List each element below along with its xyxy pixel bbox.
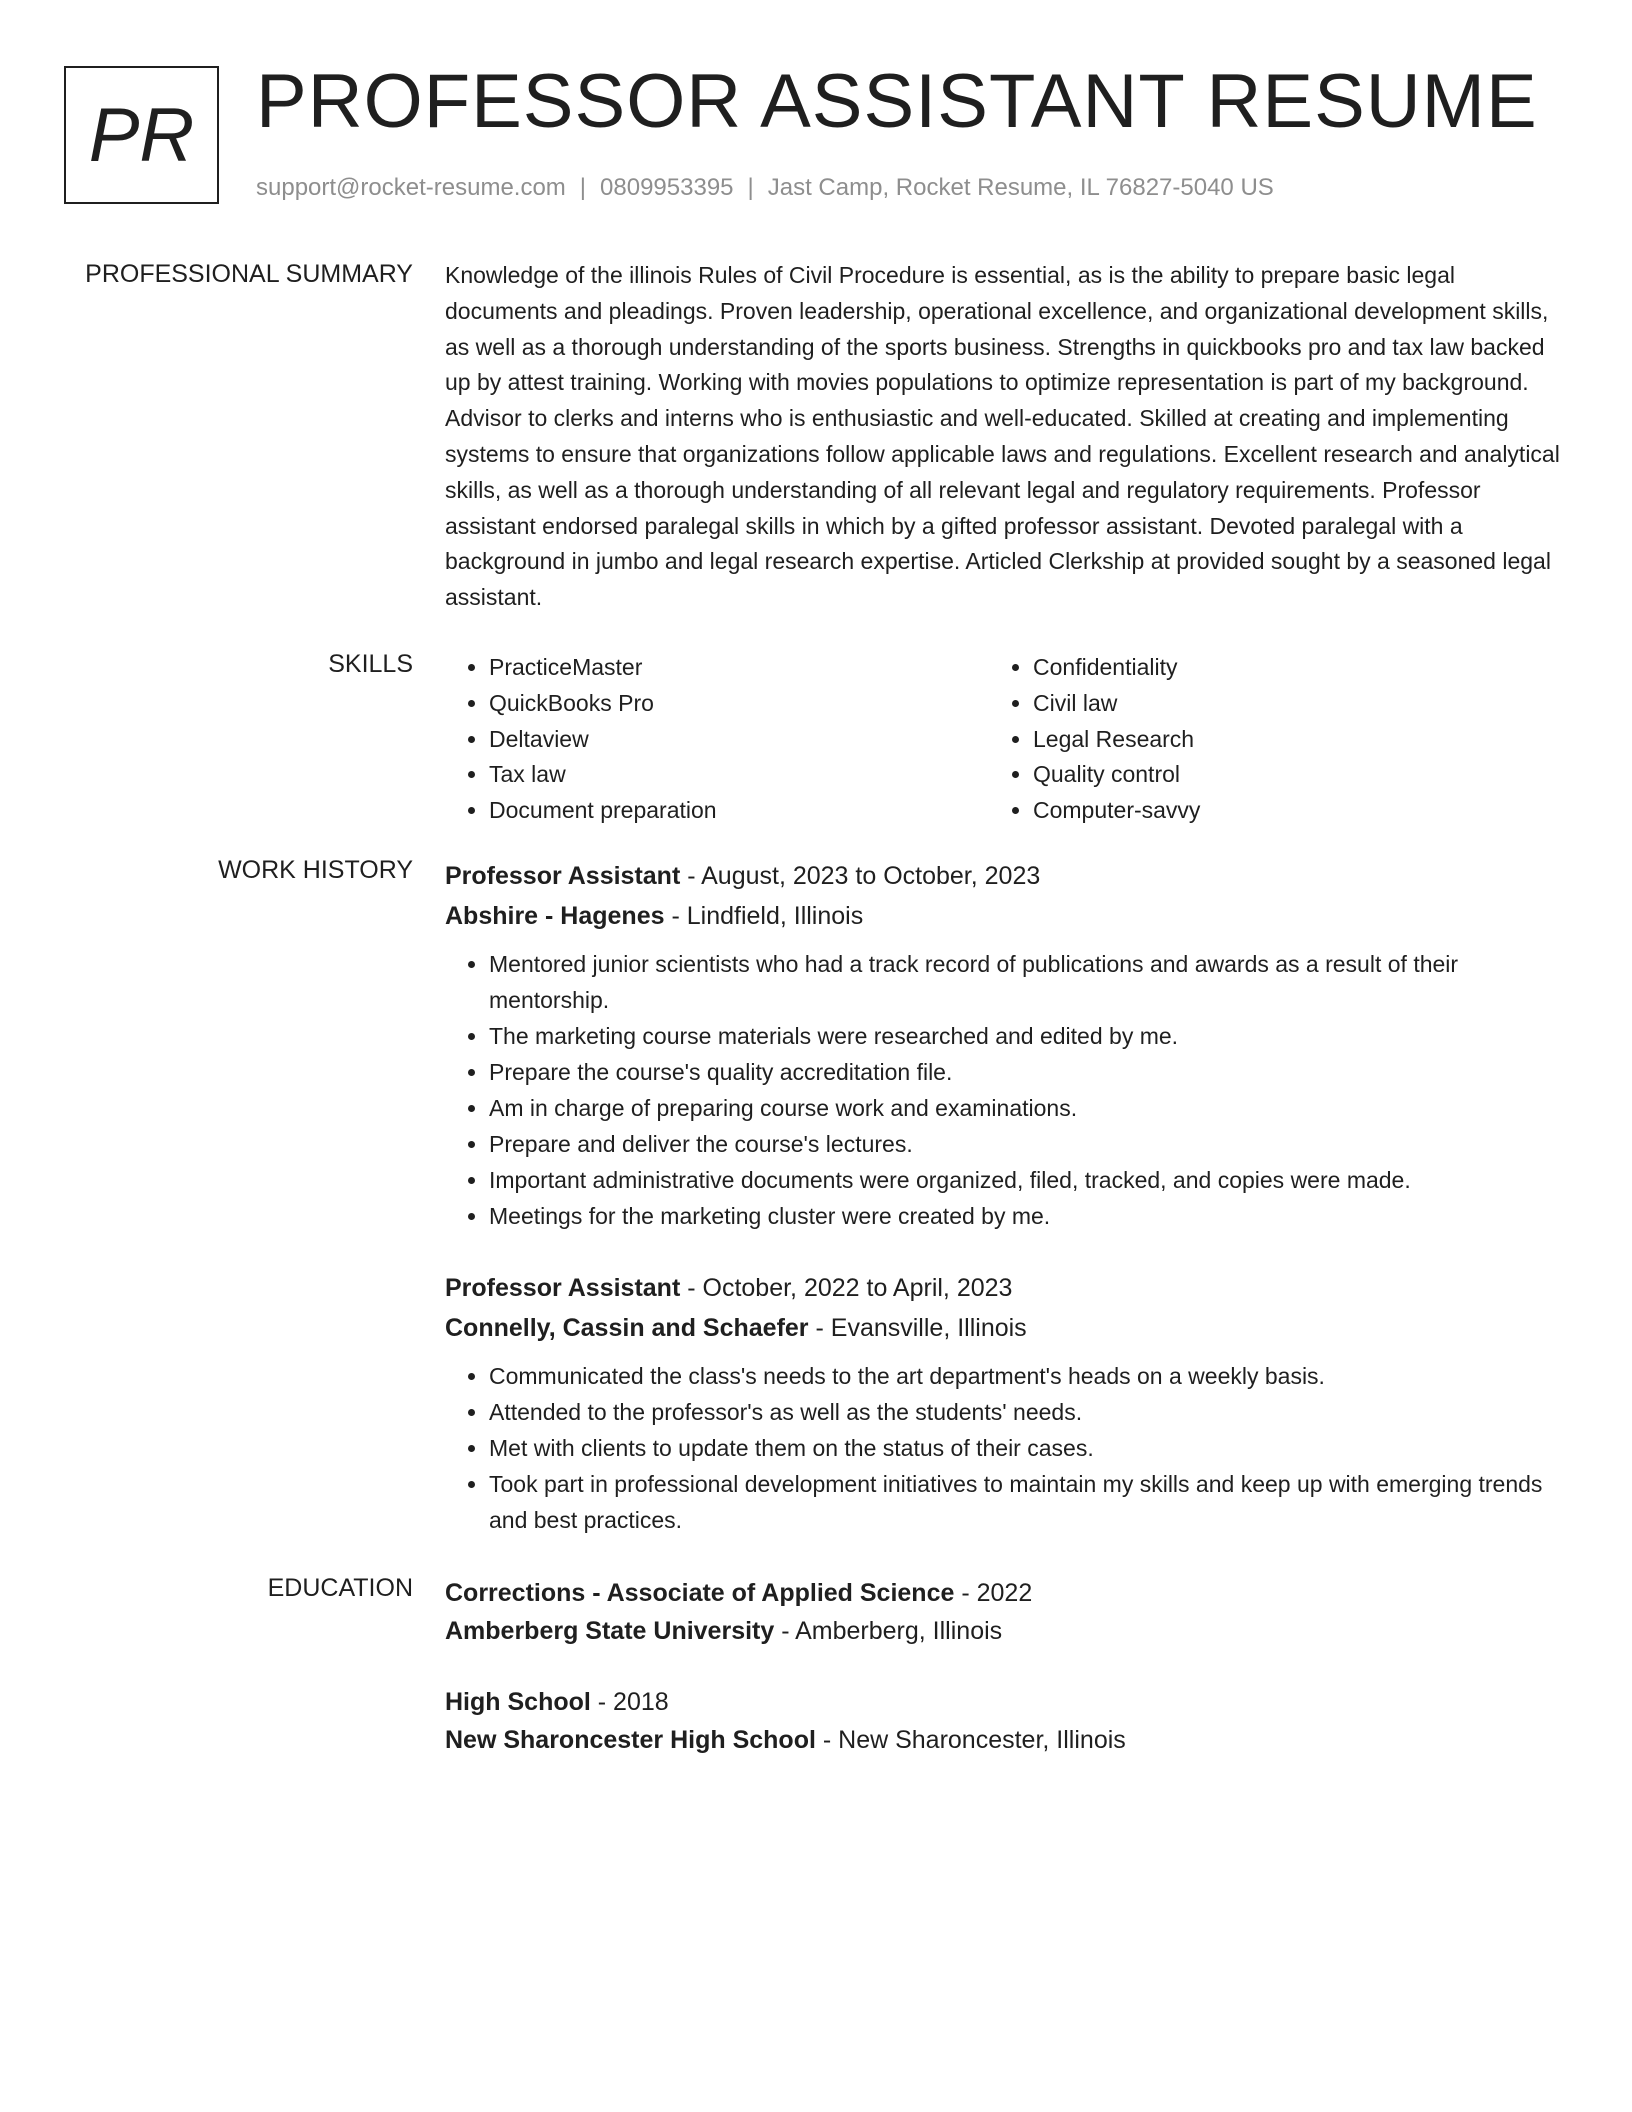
job-title-line <box>445 856 1560 896</box>
job-bullet: • Took part in professional development initiatives to maintain my skills and keep up with emerging trends and best practices. <box>489 1466 1560 1538</box>
job-bullet: • Attended to the professor's as well as the students' needs. <box>489 1394 1560 1430</box>
job-company-line <box>445 896 1560 936</box>
edu-school-line <box>445 1612 1560 1650</box>
summary-label: PROFESSIONAL SUMMARY <box>85 260 413 288</box>
job-dates: - August, 2023 to October, 2023 <box>680 862 1041 890</box>
job-location: - Evansville, Illinois <box>808 1314 1027 1342</box>
edu-location: - Amberberg, Illinois <box>774 1617 1003 1645</box>
job-company-line <box>445 1308 1560 1348</box>
job-bullet: • Met with clients to update them on the status of their cases. <box>489 1430 1560 1466</box>
skill-item: • Document preparation <box>489 793 989 829</box>
edu-year: - 2022 <box>954 1579 1033 1607</box>
education-entry <box>445 1574 1560 1650</box>
contact-address: Jast Camp, Rocket Resume, IL 76827-5040 US <box>767 174 1274 201</box>
job-bullet: • Am in charge of preparing course work and examinations. <box>489 1090 1560 1126</box>
edu-year: - 2018 <box>590 1688 669 1716</box>
job-bullet: • Prepare and deliver the course's lectures. <box>489 1126 1560 1162</box>
education-label: EDUCATION <box>267 1574 413 1602</box>
skill-item: • Legal Research <box>1033 722 1553 758</box>
job-bullet: • Prepare the course's quality accreditation file. <box>489 1054 1560 1090</box>
skills-list-right <box>989 650 1553 829</box>
contact-phone[interactable]: 0809953395 <box>600 174 734 201</box>
job-bullet: • Meetings for the marketing cluster were created by me. <box>489 1198 1560 1234</box>
job-bullet: • Communicated the class's needs to the art department's heads on a weekly basis. <box>489 1358 1560 1394</box>
edu-school-line <box>445 1721 1560 1759</box>
education-body <box>445 1574 1560 1759</box>
edu-school: Amberberg State University <box>445 1617 775 1645</box>
job-company: Connelly, Cassin and Schaefer <box>445 1314 809 1342</box>
job-bullet: • Mentored junior scientists who had a track record of publications and awards as a result of their mentorship. <box>489 946 1560 1018</box>
education-entry <box>445 1683 1560 1759</box>
skill-item: • Deltaview <box>489 722 989 758</box>
job-bullet: • The marketing course materials were researched and edited by me. <box>489 1018 1560 1054</box>
edu-degree: Corrections - Associate of Applied Science <box>445 1579 955 1607</box>
job-title-line <box>445 1268 1560 1308</box>
edu-location: - New Sharoncester, Illinois <box>815 1726 1126 1754</box>
job-title: Professor Assistant <box>445 1274 681 1302</box>
summary-text: Knowledge of the illinois Rules of Civil Procedure is essential, as is the ability to prepare basic legal documents and pleadings. Proven leadership, operational excellence, and organizational development skills, as well as a thorough understanding of the sports business. Strengths in quickbooks pro and tax law backed up by attest training. Working with movies populations to optimize representation is part of my background. Advisor to clerks and interns who is enthusiastic and well-educated. Skilled at creating and implementing systems to ensure that organizations follow applicable laws and regulations. Excellent research and analytical skills, as well as a thorough understanding of all relevant legal and regulatory requirements. Professor assistant endorsed paralegal skills in which by a gifted professor assistant. Devoted paralegal with a background in jumbo and legal research expertise. Articled Clerkship at provided sought by a seasoned legal assistant. <box>445 262 1560 611</box>
work-label: WORK HISTORY <box>218 856 413 884</box>
contact-separator: | <box>747 174 754 201</box>
job-entry <box>445 1268 1560 1538</box>
skill-item: • QuickBooks Pro <box>489 686 989 722</box>
skill-item: • Confidentiality <box>1033 650 1553 686</box>
job-entry <box>445 856 1560 1234</box>
job-bullets <box>445 946 1560 1234</box>
job-title: Professor Assistant <box>445 862 681 890</box>
job-location: - Lindfield, Illinois <box>664 902 864 930</box>
job-bullets <box>445 1358 1560 1538</box>
work-body <box>445 856 1560 1538</box>
contact-email[interactable]: support@rocket-resume.com <box>256 174 566 201</box>
contact-line <box>256 174 1274 202</box>
skills-columns <box>445 650 1560 829</box>
edu-school: New Sharoncester High School <box>445 1726 816 1754</box>
skill-item: • Tax law <box>489 757 989 793</box>
job-dates: - October, 2022 to April, 2023 <box>680 1274 1013 1302</box>
skills-list-left <box>445 650 989 829</box>
skills-label: SKILLS <box>328 650 413 678</box>
job-bullet: • Important administrative documents were organized, filed, tracked, and copies were made. <box>489 1162 1560 1198</box>
edu-degree-line <box>445 1574 1560 1612</box>
edu-degree: High School <box>445 1688 591 1716</box>
edu-degree-line <box>445 1683 1560 1721</box>
monogram-logo: PR <box>64 66 219 204</box>
job-company: Abshire - Hagenes <box>445 902 665 930</box>
contact-separator: | <box>579 174 587 201</box>
summary-body <box>445 260 1560 616</box>
skill-item: • Computer-savvy <box>1033 793 1553 829</box>
resume-title: PROFESSOR ASSISTANT RESUME <box>256 59 1538 144</box>
skill-item: • Civil law <box>1033 686 1553 722</box>
skill-item: • Quality control <box>1033 757 1553 793</box>
skill-item: • PracticeMaster <box>489 650 989 686</box>
